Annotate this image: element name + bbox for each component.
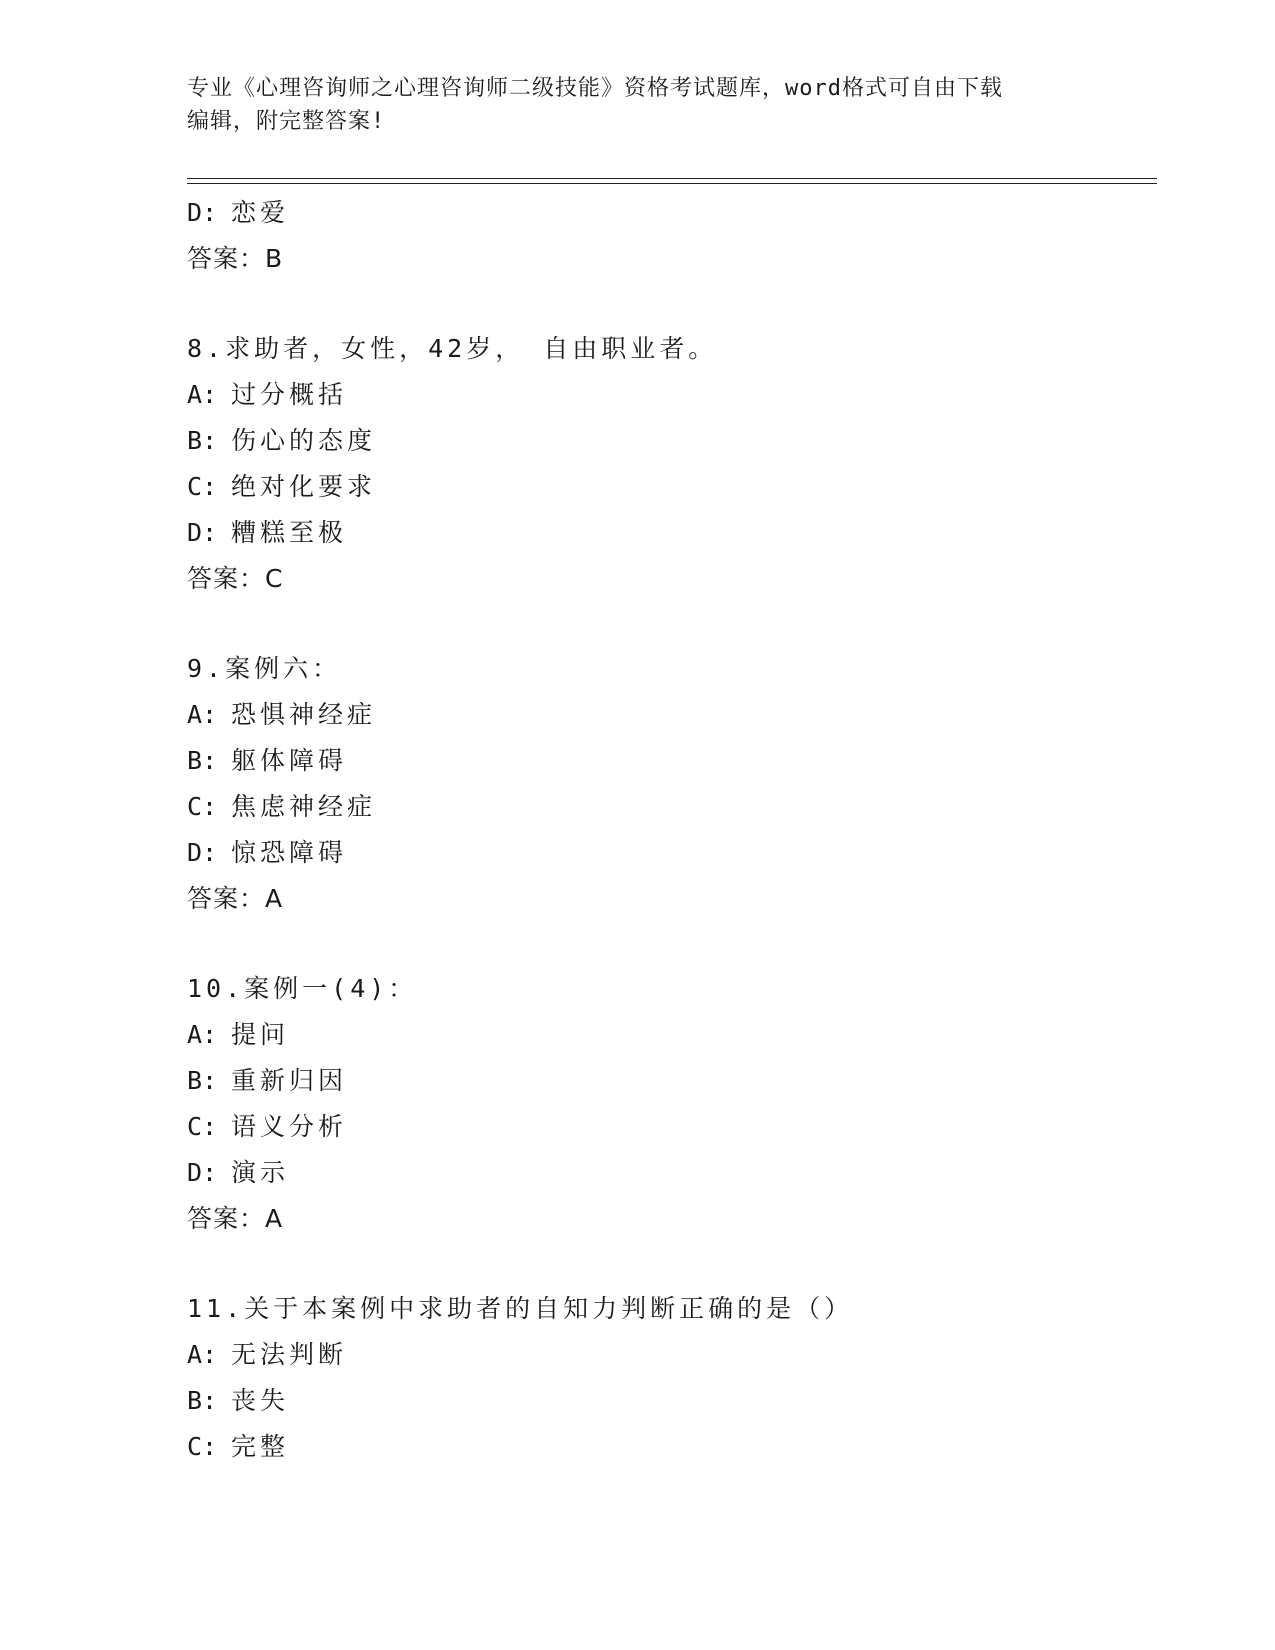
option-letter: A:	[187, 700, 218, 729]
option-letter: D:	[187, 838, 218, 867]
option-row	[187, 1332, 1147, 1378]
question-text: 10.案例一(4)：	[187, 974, 418, 1003]
option-row	[187, 1104, 1147, 1150]
block-spacer	[187, 1242, 1147, 1286]
question-text: 11.关于本案例中求助者的自知力判断正确的是（）	[187, 1294, 854, 1323]
option-row	[187, 418, 1147, 464]
answer-line: 答案：A	[187, 1204, 284, 1233]
option-text: 演示	[231, 1158, 290, 1187]
option-row	[187, 464, 1147, 510]
option-letter: B:	[187, 746, 218, 775]
option-letter: D:	[187, 518, 218, 547]
block-spacer	[187, 602, 1147, 646]
block-spacer	[187, 282, 1147, 326]
option-row	[187, 1058, 1147, 1104]
option-row	[187, 1378, 1147, 1424]
answer-line: 答案：A	[187, 884, 284, 913]
option-letter: D:	[187, 1158, 218, 1187]
option-text: 无法判断	[231, 1340, 348, 1369]
question-text: 8.求助者，女性，42岁， 自由职业者。	[187, 334, 718, 363]
header-line-2: 编辑，附完整答案!	[187, 109, 386, 134]
option-row	[187, 1150, 1147, 1196]
option-text: 伤心的态度	[231, 426, 377, 455]
option-row	[187, 784, 1147, 830]
question-block	[187, 646, 1147, 966]
block-spacer	[187, 922, 1147, 966]
option-letter: C:	[187, 1112, 218, 1141]
option-text: 语义分析	[231, 1112, 348, 1141]
option-letter: C:	[187, 472, 218, 501]
option-letter: B:	[187, 1386, 218, 1415]
question-block	[187, 1286, 1147, 1470]
option-letter: D:	[187, 198, 218, 227]
answer-line: 答案：B	[187, 244, 284, 273]
option-row	[187, 190, 1147, 236]
option-text: 恋爱	[231, 198, 290, 227]
header-divider-bottom	[187, 183, 1157, 184]
option-row	[187, 738, 1147, 784]
option-text: 完整	[231, 1432, 290, 1461]
document-header	[187, 72, 1087, 138]
option-text: 惊恐障碍	[231, 838, 348, 867]
option-letter: B:	[187, 1066, 218, 1095]
option-letter: B:	[187, 426, 218, 455]
option-text: 提问	[231, 1020, 290, 1049]
question-block	[187, 326, 1147, 646]
option-letter: A:	[187, 1020, 218, 1049]
option-row	[187, 372, 1147, 418]
question-list	[187, 190, 1147, 1470]
option-text: 躯体障碍	[231, 746, 348, 775]
option-text: 绝对化要求	[231, 472, 377, 501]
option-letter: C:	[187, 1432, 218, 1461]
option-text: 丧失	[231, 1386, 290, 1415]
option-letter: A:	[187, 1340, 218, 1369]
option-row	[187, 510, 1147, 556]
answer-line: 答案：C	[187, 564, 284, 593]
option-text: 糟糕至极	[231, 518, 348, 547]
header-line-1: 专业《心理咨询师之心理咨询师二级技能》资格考试题库，word格式可自由下载	[187, 76, 1003, 101]
option-text: 恐惧神经症	[231, 700, 377, 729]
option-letter: C:	[187, 792, 218, 821]
option-text: 过分概括	[231, 380, 348, 409]
header-divider-top	[187, 178, 1157, 179]
question-block	[187, 966, 1147, 1286]
question-block	[187, 190, 1147, 326]
option-row	[187, 1012, 1147, 1058]
option-letter: A:	[187, 380, 218, 409]
option-row	[187, 692, 1147, 738]
option-row	[187, 1424, 1147, 1470]
option-row	[187, 830, 1147, 876]
option-text: 焦虑神经症	[231, 792, 377, 821]
option-text: 重新归因	[231, 1066, 348, 1095]
question-text: 9.案例六：	[187, 654, 342, 683]
